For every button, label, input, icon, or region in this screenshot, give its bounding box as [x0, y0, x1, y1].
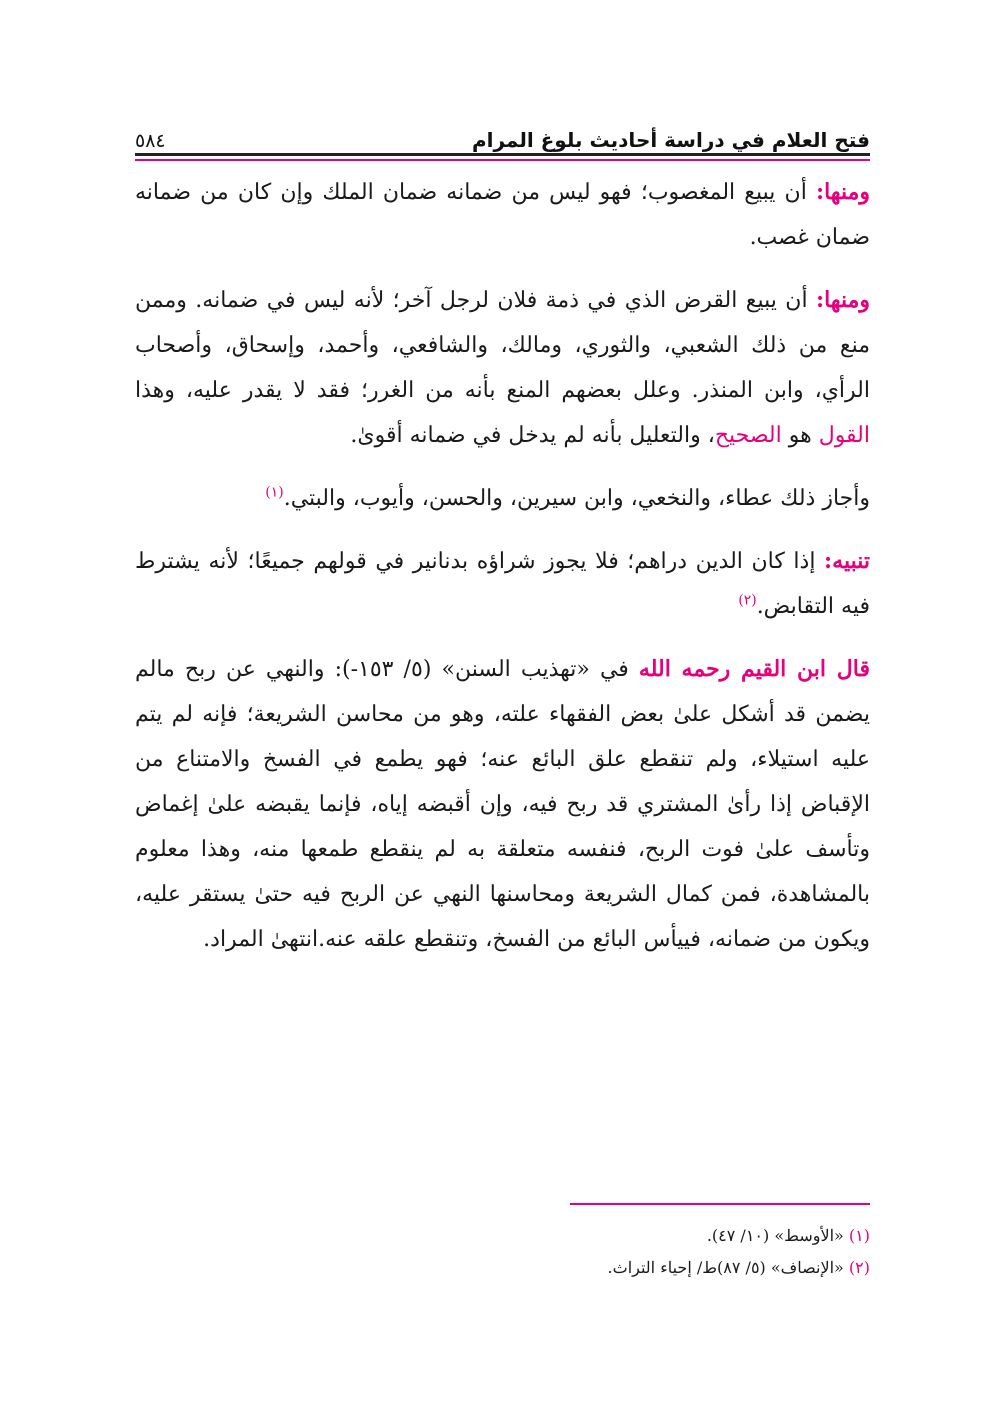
- highlight-word: القول: [818, 423, 870, 448]
- paragraph-lead: ومنها:: [815, 179, 870, 205]
- paragraph-text: أن يبيع القرض الذي في ذمة فلان لرجل آخر؛ لأنه ليس في ضمانه. وممن منع من ذلك الشعبي، والثوري، ومالك، والشافعي، وأحمد، وإسحاق، وأصحاب الرأي، وابن المنذر. وعلل بعضهم المنع بأنه من الغرر؛ فقد لا يقدر عليه، وهذا: [135, 288, 870, 403]
- paragraph-text: في «تهذيب السنن» (٥/ ١٥٣-): والنهي عن ربح مالم يضمن قد أشكل علىٰ بعض الفقهاء علته، وهو من محاسن الشريعة؛ فإنه لم يتم عليه استيلاء، ولم تنقطع علق البائع عنه؛ فهو يطمع في الفسخ والامتناع من الإقباض إذا رأىٰ المشتري قد ربح فيه، وإن أقبضه إياه، فإنما يقبضه علىٰ إغماض وتأسف علىٰ فوت الربح، فنفسه متعلقة به لم ينقطع طمعها منه، وهذا معلوم بالمشاهدة، فمن كمال الشريعة ومحاسنها النهي عن الربح فيه حتىٰ يستقر عليه، ويكون من ضمانه، فييأس البائع من الفسخ، وتنقطع علقه عنه.انتهىٰ المراد.: [135, 657, 870, 952]
- footnote-ref[interactable]: (١): [265, 484, 284, 501]
- paragraph-text: ، والتعليل بأنه لم يدخل في ضمانه أقوىٰ.: [350, 423, 715, 448]
- footnote-ref[interactable]: (٢): [738, 592, 757, 609]
- footnote-number: (٢): [848, 1258, 870, 1277]
- paragraph: [135, 278, 870, 458]
- footnote-text: «الأوسط» (١٠/ ٤٧).: [706, 1226, 849, 1245]
- paragraph-lead: تنبيه:: [824, 548, 870, 574]
- footnote-number: (١): [848, 1226, 870, 1245]
- footnote: [135, 1252, 870, 1284]
- paragraph-lead: ومنها:: [815, 287, 870, 313]
- highlight-word: الصحيح: [714, 423, 782, 448]
- paragraph: [135, 170, 870, 260]
- page-number: ٥٨٤: [135, 130, 166, 152]
- paragraph-text: وأجاز ذلك عطاء، والنخعي، وابن سيرين، والحسن، وأيوب، والبتي.: [283, 486, 870, 511]
- paragraph-text: إذا كان الدين دراهم؛ فلا يجوز شراؤه بدنانير في قولهم جميعًا؛ لأنه يشترط فيه التقابض.: [135, 549, 870, 619]
- header-accent-rule: [135, 159, 870, 161]
- paragraph: [135, 539, 870, 629]
- paragraph: [135, 647, 870, 962]
- footnotes: [135, 1220, 870, 1284]
- footnote-text: «الإنصاف» (٥/ ٨٧)ط/ إحياء التراث.: [607, 1258, 849, 1277]
- paragraph: [135, 476, 870, 521]
- paragraph-text: هو: [781, 423, 819, 448]
- main-text: [135, 170, 870, 980]
- page-header: [135, 112, 870, 152]
- footnote-separator: [570, 1203, 870, 1205]
- footnote: [135, 1220, 870, 1252]
- paragraph-text: أن يبيع المغصوب؛ فهو ليس من ضمانه ضمان الملك وإن كان من ضمانه ضمان غصب.: [135, 180, 870, 250]
- header-rule: [135, 153, 870, 156]
- book-title: فتح العلام في دراسة أحاديث بلوغ المرام: [471, 128, 870, 152]
- paragraph-lead: قال ابن القيم رحمه الله: [638, 656, 870, 682]
